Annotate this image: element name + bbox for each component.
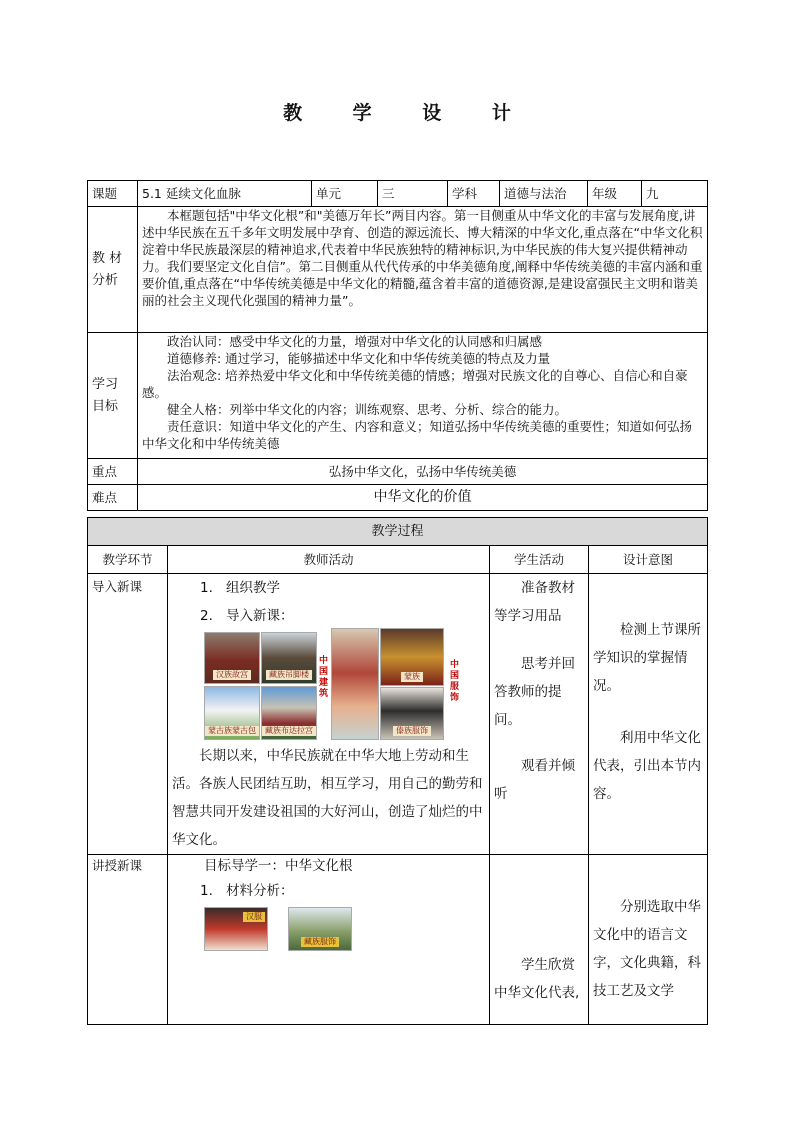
- process-title: 教学过程: [88, 518, 708, 546]
- col-teacher: 教师活动: [168, 546, 490, 574]
- lesson-label: 课题: [88, 181, 138, 207]
- label-chinese-clothing: 中国服饰: [450, 660, 460, 703]
- goal-item: 道德修养: 通过学习，能够描述中华文化和中华传统美德的特点及力量: [167, 351, 551, 366]
- key-label: 重点: [88, 459, 138, 485]
- intro-teacher-cell: [168, 574, 490, 855]
- material-paragraph: 本框题包括"中华文化根”和"美德万年长”两目内容。第一目侧重从中华文化的丰富与发展角度,讲述中华民族在五千多年文明发展中孕育、创造的源远流长、博大精深的中华文化,重点落在“中华文化积淀着中华民族最深层的精神追求,代表着中华民族独特的精神标识,为中华民族的伟大复兴提供精神动力。我们要坚定文化自信”。第二目侧重从代代传承的中华美德角度,阐释中华传统美德的丰富内涵和重要价值,重点落在“中华传统美德是中华文化的精髓,蕴含着丰富的道德资源,是建设富强民主文明和谐美丽的社会主义现代化强国的精神力量”。: [142, 208, 703, 308]
- teach-student-cell: [490, 855, 589, 1025]
- grade-value: 九: [642, 181, 708, 207]
- difficulty-text: 中华文化的价值: [138, 485, 708, 511]
- culture-image-collage: [204, 632, 485, 740]
- subject-label: 学科: [448, 181, 500, 207]
- teach-intent-cell: [589, 855, 708, 1025]
- intro-student-cell: [490, 574, 589, 855]
- teach-teacher-cell: [168, 855, 490, 1025]
- col-intent: 设计意图: [589, 546, 708, 574]
- goal-item: 健全人格：列举中华文化的内容；训练观察、思考、分析、综合的能力。: [167, 402, 568, 417]
- teach-goal: 目标导学一：中华文化根: [204, 858, 353, 874]
- intro-intent-cell: [589, 574, 708, 855]
- lesson-info-table: [87, 180, 708, 511]
- teach-step-1: 1. 材料分析：: [200, 883, 294, 899]
- intro-stage: 导入新课: [88, 574, 168, 855]
- lesson-value: 5.1 延续文化血脉: [138, 181, 312, 207]
- costume-images: [204, 905, 485, 953]
- intent-2: 利用中华文化代表，引出本节内容。: [593, 730, 701, 802]
- goals-label: 学习 目标: [88, 333, 138, 459]
- col-student: 学生活动: [490, 546, 589, 574]
- key-text: 弘扬中华文化，弘扬中华传统美德: [138, 459, 708, 485]
- teach-intent: 分别选取中华文化中的语言文字，文化典籍，科技工艺及文学: [593, 899, 701, 999]
- teach-stage: 讲授新课: [88, 855, 168, 1025]
- teach-student-activity: 学生欣赏中华文化代表,: [494, 957, 580, 1001]
- intro-paragraph: 长期以来，中华民族就在中华大地上劳动和生活。各族人民团结互助，相互学习，用自己的勤劳和智慧共同开发建设祖国的大好河山，创造了灿烂的中华文化。: [172, 748, 483, 848]
- photo-hanfu: 汉服: [204, 907, 268, 951]
- photo-costume-1: 蒙族: [380, 628, 444, 686]
- goal-item: 法治观念: 培养热爱中华文化和中华传统美德的情感；增强对民族文化的自尊心、自信心和自豪感。: [142, 368, 688, 400]
- intent-1: 检测上节课所学知识的掌握情况。: [593, 622, 701, 694]
- photo-potala: 藏族布达拉宫: [261, 686, 317, 740]
- unit-value: 三: [378, 181, 448, 207]
- student-activity-2: 思考并回答教师的提问。: [494, 656, 575, 728]
- photo-costume-2: 傣族服饰: [380, 687, 444, 740]
- goal-item: 政治认同：感受中华文化的力量，增强对中华文化的认同感和归属感: [167, 334, 543, 349]
- material-text: [138, 207, 708, 333]
- intro-step-2: 2. 导入新课：: [200, 608, 294, 624]
- goals-cell: [138, 333, 708, 459]
- col-stage: 教学环节: [88, 546, 168, 574]
- grade-label: 年级: [588, 181, 642, 207]
- process-table: [87, 517, 708, 1025]
- student-activity-1: 准备教材等学习用品: [494, 580, 575, 624]
- photo-forbidden-city: 汉族故宫: [204, 632, 260, 684]
- label-chinese-architecture: 中国建筑: [319, 656, 329, 699]
- goal-item: 责任意识：知道中华文化的产生、内容和意义；知道弘扬中华传统美德的重要性；知道如何弘扬中华文化和中华传统美德: [142, 419, 693, 451]
- subject-value: 道德与法治: [500, 181, 588, 207]
- photo-hanfu-woman: [331, 628, 379, 740]
- material-label: 教 材 分析: [88, 207, 138, 333]
- photo-yurt: 蒙古族蒙古包: [204, 686, 260, 740]
- photo-tibetan-costume: 藏族服饰: [288, 907, 352, 951]
- photo-stilt-house: 藏族吊脚楼: [261, 632, 317, 684]
- page-title: 教 学 设 计: [283, 102, 533, 124]
- unit-label: 单元: [312, 181, 378, 207]
- difficulty-label: 难点: [88, 485, 138, 511]
- student-activity-3: 观看并倾听: [494, 758, 575, 802]
- intro-step-1: 1. 组织教学: [200, 580, 280, 596]
